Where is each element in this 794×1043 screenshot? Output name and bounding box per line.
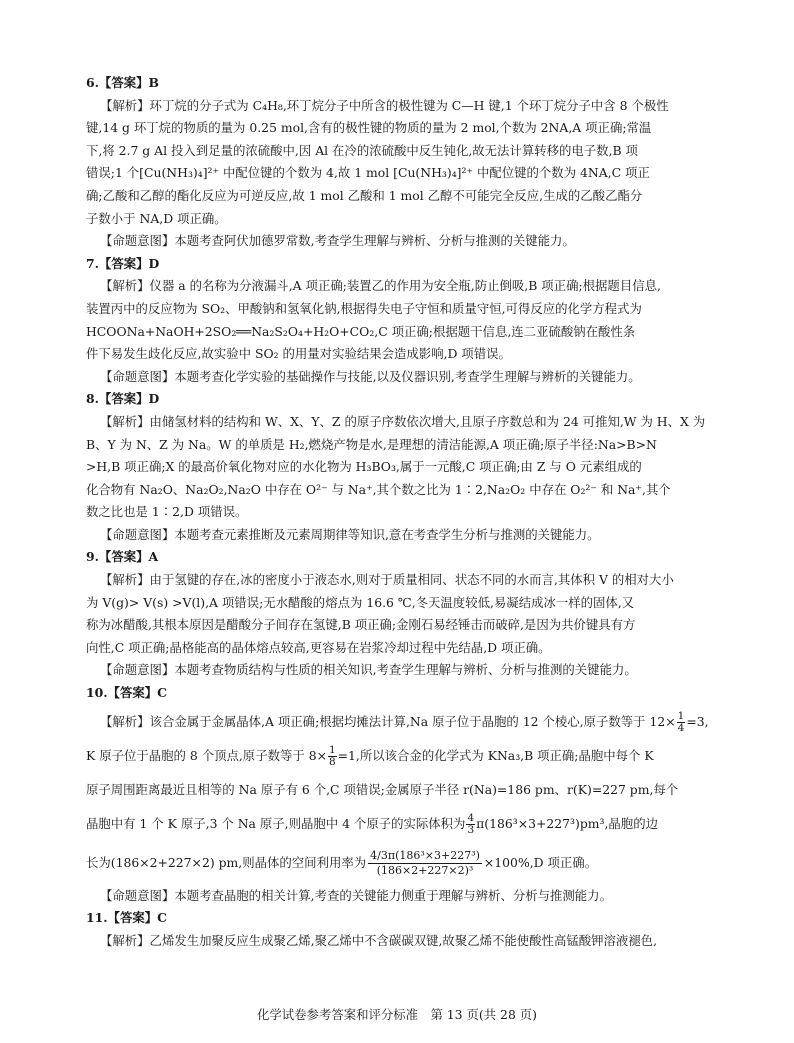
q10-text: π(186³×3+227³)pm³,晶胞的边 bbox=[476, 815, 658, 831]
q6-intent: 【命题意图】本题考查阿伏加德罗常数,考查学生理解与辨析、分析与推测的关键能力。 bbox=[100, 233, 575, 249]
q8-intent: 【命题意图】本题考查元素推断及元素周期律等知识,意在考查学生分析与推测的关键能力。 bbox=[100, 526, 600, 542]
q6-analysis-line: 错误;1 个[Cu(NH₃)₄]²⁺ 中配位键的个数为 4,故 1 mol [Cu(NH₃)₄]²⁺ 中配位键的个数为 4NA,C 项正 bbox=[86, 165, 650, 181]
q6-analysis-line: 下,将 2.7 g Al 投入到足量的浓硫酸中,因 Al 在冷的浓硫酸中反生钝化,故无法计算转移的电子数,B 项 bbox=[86, 142, 638, 158]
q9-analysis-line: 向性,C 项正确;晶格能高的晶体熔点较高,更容易在岩浆冷却过程中先结晶,D 项正确。 bbox=[86, 639, 551, 655]
q8-analysis-line: 数之比也是 1∶2,D 项错误。 bbox=[86, 504, 248, 520]
q10-intent: 【命题意图】本题考查晶胞的相关计算,考查的关键能力侧重于理解与辨析、分析与推测能力。 bbox=[100, 887, 612, 903]
q7-analysis-line: 【解析】仪器 a 的名称为分液漏斗,A 项正确;装置乙的作用为安全瓶,防止倒吸,B 项正确;根据题目信息, bbox=[100, 278, 661, 294]
q7-intent: 【命题意图】本题考查化学实验的基础操作与技能,以及仪器识别,考查学生理解与辨析的关键能力。 bbox=[100, 368, 641, 384]
q9-intent: 【命题意图】本题考查物质结构与性质的相关知识,考查学生理解与辨析、分析与推测的关键能力。 bbox=[100, 662, 637, 678]
fraction-one-quarter: $\frac{1}{4}$ bbox=[677, 709, 685, 734]
q7-analysis-line: HCOONa+NaOH+2SO₂══Na₂S₂O₄+H₂O+CO₂,C 项正确;根据题干信息,连二亚硫酸钠在酸性条 bbox=[86, 323, 636, 339]
q10-analysis-line bbox=[86, 841, 704, 885]
q11-analysis-line: 【解析】乙烯发生加聚反应生成聚乙烯,聚乙烯中不含碳碳双键,故聚乙烯不能使酸性高锰酸钾溶液褪色, bbox=[100, 932, 658, 948]
q7-analysis-line: 件下易发生歧化反应,故实验中 SO₂ 的用量对实验结果会造成影响,D 项错误。 bbox=[86, 346, 511, 362]
q7-analysis-line: 装置丙中的反应物为 SO₂、甲酸钠和氢氧化钠,根据得失电子守恒和质量守恒,可得反应的化学方程式为 bbox=[86, 300, 642, 316]
q10-analysis-line bbox=[86, 705, 709, 739]
q6-analysis-line: 键,14 g 环丁烷的物质的量为 0.25 mol,含有的极性键的物质的量为 2 mol,个数为 2NA,A 项正确;常温 bbox=[86, 120, 652, 136]
q10-text: 【解析】该合金属于金属晶体,A 项正确;根据均摊法计算,Na 原子位于晶胞的 12 个棱心,原子数等于 12× bbox=[100, 713, 676, 729]
q7-answer: 7.【答案】D bbox=[86, 255, 160, 271]
q6-analysis-line: 子数小于 NA,D 项正确。 bbox=[86, 210, 227, 226]
q6-analysis-line: 确;乙酸和乙醇的酯化反应为可逆反应,故 1 mol 乙酸和 1 mol 乙醇不可能完全反应,生成的乙酸乙酯分 bbox=[86, 187, 643, 203]
q8-analysis-line: 【解析】由储氢材料的结构和 W、X、Y、Z 的原子序数依次增大,且原子序数总和为 24 可推知,W 为 H、X 为 bbox=[100, 413, 706, 429]
q10-text: K 原子位于晶胞的 8 个顶点,原子数等于 8× bbox=[86, 747, 327, 763]
page-footer: 化学试卷参考答案和评分标准 第 13 页(共 28 页) bbox=[257, 1007, 537, 1022]
q9-analysis-line: 称为冰醋酸,其根本原因是醋酸分子间存在氢键,B 项正确;金刚石易经锤击而破碎,是因为共价键具有方 bbox=[86, 617, 636, 633]
q8-analysis-line: >H,B 项正确;X 的最高价氧化物对应的水化物为 H₃BO₃,属于一元酸,C 项正确;由 Z 与 O 元素组成的 bbox=[86, 459, 642, 475]
fraction-one-eighth: $\frac{1}{8}$ bbox=[328, 743, 336, 768]
q10-analysis-line bbox=[86, 807, 704, 841]
q9-analysis-line: 【解析】由于氢键的存在,冰的密度小于液态水,则对于质量相同、状态不同的水而言,其体积 V 的相对大小 bbox=[100, 572, 674, 588]
q8-answer: 8.【答案】D bbox=[86, 391, 160, 407]
fraction-space-utilization: $\frac{\text{4/3π(186³×3+227³)}}{\text{(186×2+227×2)³}}$ bbox=[370, 849, 480, 878]
q6-analysis-line: 【解析】环丁烷的分子式为 C₄H₈,环丁烷分子中所含的极性键为 C—H 键,1 个环丁烷分子中含 8 个极性 bbox=[100, 97, 669, 113]
q8-analysis-line: 化合物有 Na₂O、Na₂O₂,Na₂O 中存在 O²⁻ 与 Na⁺,其个数之比为 1∶2,Na₂O₂ 中存在 O₂²⁻ 和 Na⁺,其个 bbox=[86, 481, 671, 497]
q10-text: 晶胞中有 1 个 K 原子,3 个 Na 原子,则晶胞中 4 个原子的实际体积为 bbox=[86, 815, 466, 831]
fraction-four-thirds: $\frac{4}{3}$ bbox=[467, 811, 475, 836]
q10-analysis-line: 原子周围距离最近且相等的 Na 原子有 6 个,C 项错误;金属原子半径 r(Na)=186 pm、r(K)=227 pm,每个 bbox=[86, 781, 679, 797]
q6-answer: 6.【答案】B bbox=[86, 75, 159, 90]
q10-text: =1,所以该合金的化学式为 KNa₃,B 项正确;晶胞中每个 K bbox=[337, 747, 654, 763]
q9-analysis-line: 为 V(g)> V(s) >V(l),A 项错误;无水醋酸的熔点为 16.6 ℃,冬天温度较低,易凝结成冰一样的固体,又 bbox=[86, 594, 635, 610]
answer-key-page bbox=[86, 72, 709, 952]
q10-text: =3, bbox=[686, 713, 709, 729]
q10-answer: 10.【答案】C bbox=[86, 685, 167, 701]
q10-text: ×100%,D 项正确。 bbox=[483, 854, 598, 870]
q10-analysis-line bbox=[86, 739, 704, 773]
q10-text: 长为(186×2+227×2) pm,则晶体的空间利用率为 bbox=[86, 854, 367, 870]
q11-answer: 11.【答案】C bbox=[86, 910, 167, 926]
q8-analysis-line: B、Y 为 N、Z 为 Na。W 的单质是 H₂,燃烧产物是水,是理想的清洁能源,A 项正确;原子半径:Na>B>N bbox=[86, 436, 657, 452]
q9-answer: 9.【答案】A bbox=[86, 549, 159, 565]
